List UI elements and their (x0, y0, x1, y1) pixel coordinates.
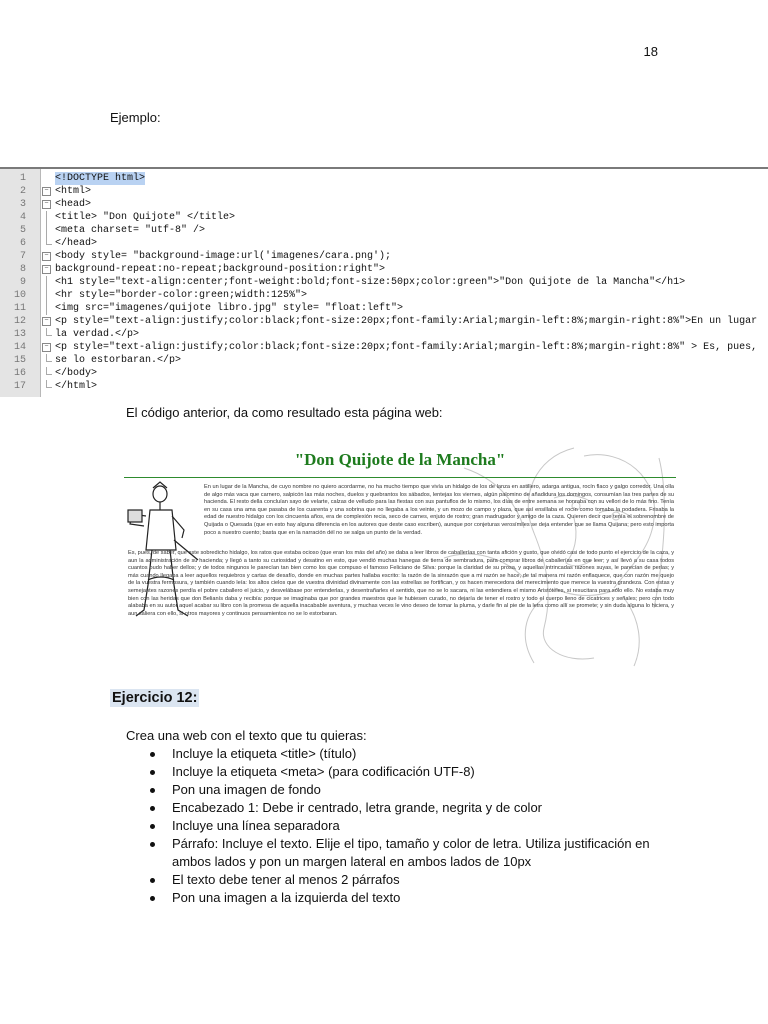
code-text[interactable]: se lo estorbaran.</p> (55, 355, 182, 366)
code-line (0, 302, 768, 315)
code-line (0, 250, 768, 263)
requirement-text: Incluye la etiqueta <meta> (para codificación UTF-8) (172, 764, 475, 779)
line-number: 8 (19, 264, 26, 275)
line-number: 10 (13, 290, 26, 301)
result-label: El código anterior, da como resultado esta página web: (126, 405, 443, 420)
bullet-icon (150, 770, 155, 775)
line-number: 6 (19, 238, 26, 249)
code-text[interactable]: <title> "Don Quijote" </title> (55, 212, 236, 223)
code-line (0, 354, 768, 367)
requirement-item (150, 799, 670, 817)
preview-paragraph-2: Es, pues, de saber, que este sobredicho hidalgo, los ratos que estaba ocioso (que eran los más del año) se daba a leer libros de caballerías con tanta afición y gusto, que olvidó casi de todo punto el ejercicio de la caza, y aun la administración de su hacienda; y llegó a tanto su curiosidad y desatino en esto, que vendió muchas hanegas de tierra de sembradura, para comprar libros de caballerías en que leer; y así llevó a su casa todos cuantos pudo haber dellos; y de todos ningunos le parecían tan bien como los que compuso el famoso Feliciano de Silva: porque la claridad de su prosa, y aquellas intrincadas razones suyas, le parecían de perlas; y más cuando llegaba a leer aquellos requiebros y cartas de desafío, donde en muchas partes hallaba escrito: la razón de la sinrazón que a mi razón se hace, de tal manera mi razón enflaquece, que con razón me quejo de la vuestra fermosura, y también cuando leía: los altos cielos que de vuestra divinidad divinamente con las estrellas se fortifican, y os hacen merecedora del merecimiento que merece la vuestra grandeza. Con estas y semejantes razones perdía el pobre caballero el juicio, y desvelábase por entenderlas, y desentrañarles el sentido, que no se lo sacara, ni las entendiera el mismo Aristóteles, si resucitara para sólo ello. No estaba muy bien con las heridas que don Belianís daba y recibía: porque se imaginaba que por grandes maestros que le hubiesen curado, no dejaría de tener el rostro y todo el cuerpo lleno de cicatrices y señales; pero con todo alababa en su autor aquel acabar su libro con la promesa de aquella inacabable aventura, y muchas veces le vino deseo de tomar la pluma, y darle fin al pie de la letra como allí se promete; y sin duda alguna lo hiciera, y aun saliera con ello, si otros mayores y continuos pensamientos no se lo estorbaran. (128, 550, 674, 617)
line-number: 5 (19, 225, 26, 236)
code-text[interactable]: <head> (55, 199, 92, 210)
exercise-intro: Crea una web con el texto que tu quieras: (126, 728, 367, 743)
exercise-heading: Ejercicio 12: (112, 690, 198, 706)
fold-toggle-icon[interactable]: − (42, 265, 51, 274)
code-text[interactable]: <img src="imagenes/quijote libro.jpg" style= "float:left"> (55, 303, 404, 314)
line-number: 7 (19, 251, 26, 262)
requirement-item (150, 889, 670, 907)
code-line (0, 341, 768, 354)
fold-guide (46, 211, 47, 224)
code-text[interactable]: </head> (55, 238, 98, 249)
requirement-item (150, 763, 670, 781)
fold-end-guide (46, 354, 52, 362)
code-line (0, 211, 768, 224)
code-text[interactable]: <p style="text-align:justify;color:black;font-size:20px;font-family:Arial;margin-left:8%;margin-right:8%">En un lugar (55, 316, 758, 327)
requirement-text: Encabezado 1: Debe ir centrado, letra grande, negrita y de color (172, 800, 543, 815)
code-line (0, 328, 768, 341)
fold-guide (46, 289, 47, 302)
bullet-icon (150, 824, 155, 829)
requirement-item (150, 781, 670, 799)
line-number: 15 (13, 355, 26, 366)
fold-end-guide (46, 328, 52, 336)
code-line (0, 224, 768, 237)
code-line (0, 367, 768, 380)
code-line (0, 380, 768, 393)
requirement-text: Pon una imagen a la izquierda del texto (172, 890, 401, 905)
fold-end-guide (46, 380, 52, 388)
example-label: Ejemplo: (110, 110, 161, 125)
line-number: 16 (13, 368, 26, 379)
code-text[interactable]: <!DOCTYPE html> (55, 173, 146, 184)
code-line (0, 289, 768, 302)
code-text[interactable]: <h1 style="text-align:center;font-weight:bold;font-size:50px;color:green">"Don Quijote de la Mancha"</h1> (55, 277, 686, 288)
bullet-icon (150, 842, 155, 847)
line-number: 17 (13, 381, 26, 392)
bullet-icon (150, 878, 155, 883)
preview-paragraph-1: En un lugar de la Mancha, de cuyo nombre no quiero acordarme, no ha mucho tiempo que vivía un hidalgo de los de lanza en astillero, adarga antigua, rocín flaco y galgo corredor. Una olla de algo más vaca que carnero, salpicón las más noches, duelos y quebrantos los sábados, lentejas los viernes, algún palomino de añadidura los domingos, consumían las tres partes de su hacienda. El resto della concluían sayo de velarte, calzas de velludo para las fiestas con sus pantuflos de lo mismo, los días de entre semana se honraba con su vellori de lo más fino. Tenía en su casa una ama que pasaba de los cuarenta y una sobrina que no llegaba a los veinte, y un mozo de campo y plaza, que así ensillaba el rocín como tomaba la podadera. Frisaba la edad de nuestro hidalgo con los cincuenta años, era de complexión recia, seco de carnes, enjuto de rostro; gran madrugador y amigo de la caza. Quieren decir que tenía el sobrenombre de Quijada o Quesada (que en esto hay alguna diferencia en los autores que deste caso escriben), aunque por conjeturas verosímiles se deja entender que se llama Quijana; pero esto importa poco a nuestro cuento; basta que en la narración dél no se salga un punto de la verdad. (204, 484, 674, 536)
line-number: 4 (19, 212, 26, 223)
preview-separator (124, 477, 676, 478)
requirements-list (150, 745, 670, 907)
preview-heading: "Don Quijote de la Mancha" (294, 450, 506, 469)
line-number: 12 (13, 316, 26, 327)
code-text[interactable]: <p style="text-align:justify;color:black;font-size:20px;font-family:Arial;margin-left:8%;margin-right:8%" > Es, pues, (55, 342, 758, 353)
code-text[interactable]: </html> (55, 381, 98, 392)
requirement-text: Pon una imagen de fondo (172, 782, 321, 797)
fold-toggle-icon[interactable]: − (42, 200, 51, 209)
bullet-icon (150, 896, 155, 901)
requirement-text: El texto debe tener al menos 2 párrafos (172, 872, 400, 887)
requirement-item (150, 871, 670, 889)
line-number: 1 (19, 173, 26, 184)
fold-end-guide (46, 237, 52, 245)
rendered-page-preview (124, 438, 676, 670)
requirement-text: Incluye una línea separadora (172, 818, 340, 833)
code-line (0, 263, 768, 276)
code-line (0, 276, 768, 289)
line-number: 2 (19, 186, 26, 197)
requirement-text: Párrafo: Incluye el texto. Elije el tipo, tamaño y color de letra. Utiliza justificación en ambos lados y pon un margen lateral en ambos lados de 10px (172, 836, 650, 869)
code-text[interactable]: <hr style="border-color:green;width:125%"> (55, 290, 308, 301)
code-text[interactable]: <meta charset= "utf-8" /> (55, 225, 206, 236)
code-text[interactable]: background-repeat:no-repeat;background-position:right"> (55, 264, 386, 275)
fold-toggle-icon[interactable]: − (42, 187, 51, 196)
code-line (0, 172, 768, 185)
bullet-icon (150, 788, 155, 793)
fold-guide (46, 302, 47, 315)
requirement-text: Incluye la etiqueta <title> (título) (172, 746, 357, 761)
line-number: 13 (13, 329, 26, 340)
line-number: 14 (13, 342, 26, 353)
code-line (0, 185, 768, 198)
fold-end-guide (46, 367, 52, 375)
requirement-item (150, 745, 670, 763)
fold-toggle-icon[interactable]: − (42, 252, 51, 261)
code-line (0, 315, 768, 328)
fold-guide (46, 276, 47, 289)
code-text[interactable]: <html> (55, 186, 92, 197)
line-number: 3 (19, 199, 26, 210)
code-text[interactable]: </body> (55, 368, 98, 379)
fold-toggle-icon[interactable]: − (42, 343, 51, 352)
code-line (0, 198, 768, 211)
code-editor (0, 167, 768, 397)
code-text[interactable]: la verdad.</p> (55, 329, 140, 340)
fold-guide (46, 224, 47, 237)
requirement-item (150, 835, 670, 871)
code-text[interactable]: <body style= "background-image:url('imagenes/cara.png'); (55, 251, 392, 262)
page-number: 18 (643, 44, 658, 59)
code-line (0, 237, 768, 250)
line-number: 11 (13, 303, 26, 314)
requirement-item (150, 817, 670, 835)
line-number: 9 (19, 277, 26, 288)
bullet-icon (150, 752, 155, 757)
fold-toggle-icon[interactable]: − (42, 317, 51, 326)
bullet-icon (150, 806, 155, 811)
